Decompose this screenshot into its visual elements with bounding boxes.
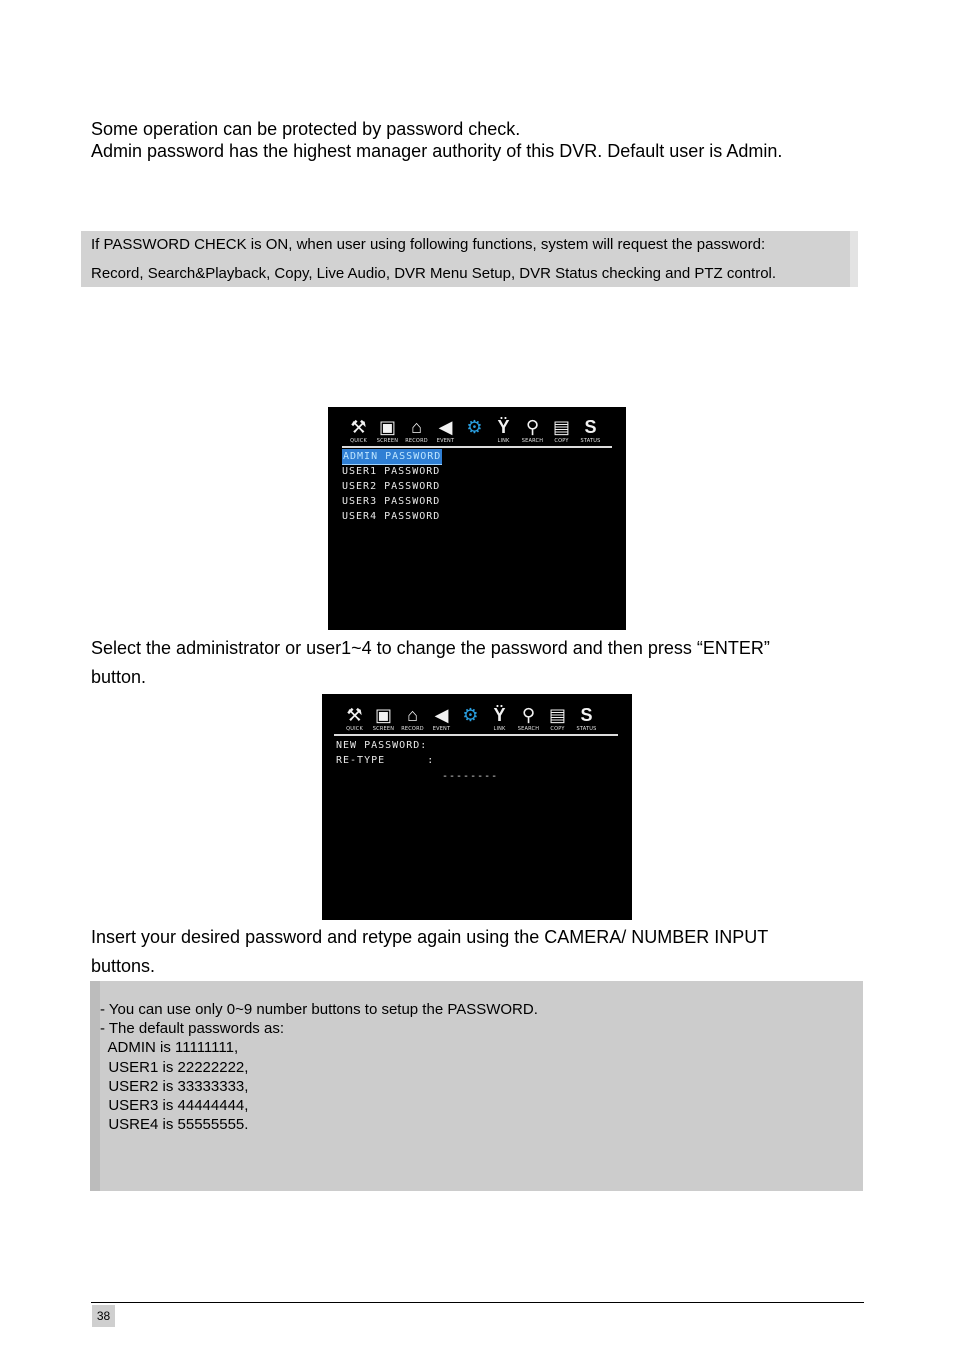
copy-icon-label: COPY [554, 438, 569, 444]
password-menu-item[interactable] [342, 509, 442, 524]
event-icon-label: EVENT [432, 726, 451, 732]
search-glyph: ⚲ [525, 417, 540, 437]
status-icon-label: STATUS [580, 438, 601, 444]
dvr-menu-divider [342, 446, 612, 448]
default-passwords-line: USER3 is 44444444, [100, 1097, 249, 1115]
dvr-link-icon [485, 704, 514, 732]
search-icon-label: SEARCH [517, 726, 540, 732]
step1-line-2: button. [91, 667, 147, 687]
dvr-record-icon [398, 704, 427, 732]
link-glyph: Ÿ [497, 417, 510, 437]
default-passwords-list [100, 1000, 538, 1134]
intro-line-2: Admin password has the highest manager authority of this DVR. Default user is Admin. [91, 141, 783, 161]
dvr-status-icon [572, 704, 601, 732]
dvr-search-icon [514, 704, 543, 732]
dvr-record-icon [402, 416, 431, 444]
dvr-menu-divider [334, 734, 618, 736]
password-menu-list [342, 449, 442, 524]
link-glyph: Ÿ [493, 705, 506, 725]
retype-label: RE-TYPE : [336, 755, 435, 766]
dvr-search-icon [518, 416, 547, 444]
dvr-icon-bar [344, 416, 605, 444]
password-menu-item[interactable] [342, 494, 442, 509]
step1-line-1: Select the administrator or user1~4 to change the password and then press “ENTER” [91, 638, 770, 658]
dvr-setup-icon [456, 704, 485, 732]
default-passwords-note [90, 981, 863, 1191]
default-passwords-line: - The default passwords as: [100, 1020, 284, 1038]
screen-glyph: ▣ [374, 705, 392, 725]
password-menu-item-label: USER1 PASSWORD [342, 466, 441, 477]
dvr-link-icon [489, 416, 518, 444]
password-menu-item-label: USER2 PASSWORD [342, 481, 441, 492]
record-icon-label: RECORD [405, 438, 428, 444]
password-menu-item-label: ADMIN PASSWORD [342, 449, 442, 465]
dvr-quick-icon [340, 704, 369, 732]
status-icon-label: STATUS [576, 726, 597, 732]
copy-glyph: ▤ [552, 417, 570, 437]
copy-glyph: ▤ [548, 705, 566, 725]
password-menu-item[interactable] [342, 464, 442, 479]
default-passwords-line: USRE4 is 55555555. [100, 1116, 249, 1134]
dvr-event-icon [431, 416, 460, 444]
dvr-setup-icon [460, 416, 489, 444]
screen-icon-label: SCREEN [376, 438, 399, 444]
password-mask-text: -------- [442, 771, 499, 782]
default-passwords-line: ADMIN is 11111111, [100, 1039, 239, 1057]
dvr-copy-icon [543, 704, 572, 732]
new-password-form [336, 738, 434, 768]
status-glyph: S [584, 417, 597, 437]
page-number: 38 [92, 1305, 115, 1327]
default-passwords-line: USER2 is 33333333, [100, 1077, 249, 1095]
quick-glyph: ⚒ [350, 417, 367, 437]
setup-glyph: ⚙ [466, 417, 483, 437]
record-glyph: ⌂ [407, 705, 418, 725]
dvr-icon-bar [340, 704, 601, 732]
password-check-note [81, 231, 858, 287]
step1-text [91, 634, 871, 692]
dvr-quick-icon [344, 416, 373, 444]
intro-text [91, 118, 782, 162]
note-line-1: If PASSWORD CHECK is ON, when user using following functions, system will request the password: [91, 236, 766, 253]
step2-text [91, 923, 871, 981]
setup-glyph: ⚙ [462, 705, 479, 725]
dvr-screen-icon [369, 704, 398, 732]
quick-icon-label: QUICK [350, 438, 367, 444]
copy-icon-label: COPY [550, 726, 565, 732]
dvr-event-icon [427, 704, 456, 732]
dvr-copy-icon [547, 416, 576, 444]
search-glyph: ⚲ [521, 705, 536, 725]
step2-line-1: Insert your desired password and retype again using the CAMERA/ NUMBER INPUT [91, 927, 769, 947]
intro-line-1: Some operation can be protected by password check. [91, 119, 521, 139]
screen-glyph: ▣ [378, 417, 396, 437]
password-input-mask [442, 769, 498, 784]
password-menu-item-label: USER3 PASSWORD [342, 496, 441, 507]
dvr-status-icon [576, 416, 605, 444]
dvr-password-menu-screenshot [328, 407, 626, 630]
screen-icon-label: SCREEN [372, 726, 395, 732]
password-menu-item[interactable] [342, 449, 442, 464]
new-password-label: NEW PASSWORD: [336, 740, 428, 751]
event-glyph: ◀ [434, 705, 449, 725]
link-icon-label: LINK [493, 726, 506, 732]
search-icon-label: SEARCH [521, 438, 544, 444]
password-menu-item-label: USER4 PASSWORD [342, 511, 441, 522]
note-line-2: Record, Search&Playback, Copy, Live Audio, DVR Menu Setup, DVR Status checking and PTZ control. [91, 265, 777, 282]
status-glyph: S [580, 705, 593, 725]
link-icon-label: LINK [497, 438, 510, 444]
record-glyph: ⌂ [411, 417, 422, 437]
quick-glyph: ⚒ [346, 705, 363, 725]
dvr-screen-icon [373, 416, 402, 444]
event-icon-label: EVENT [436, 438, 455, 444]
password-menu-item[interactable] [342, 479, 442, 494]
footer-rule [91, 1302, 864, 1303]
default-passwords-line: USER1 is 22222222, [100, 1058, 249, 1076]
default-passwords-line: - You can use only 0~9 number buttons to setup the PASSWORD. [100, 1001, 538, 1018]
record-icon-label: RECORD [401, 726, 424, 732]
step2-line-2: buttons. [91, 956, 156, 976]
dvr-new-password-screenshot [322, 694, 632, 920]
quick-icon-label: QUICK [346, 726, 363, 732]
event-glyph: ◀ [438, 417, 453, 437]
